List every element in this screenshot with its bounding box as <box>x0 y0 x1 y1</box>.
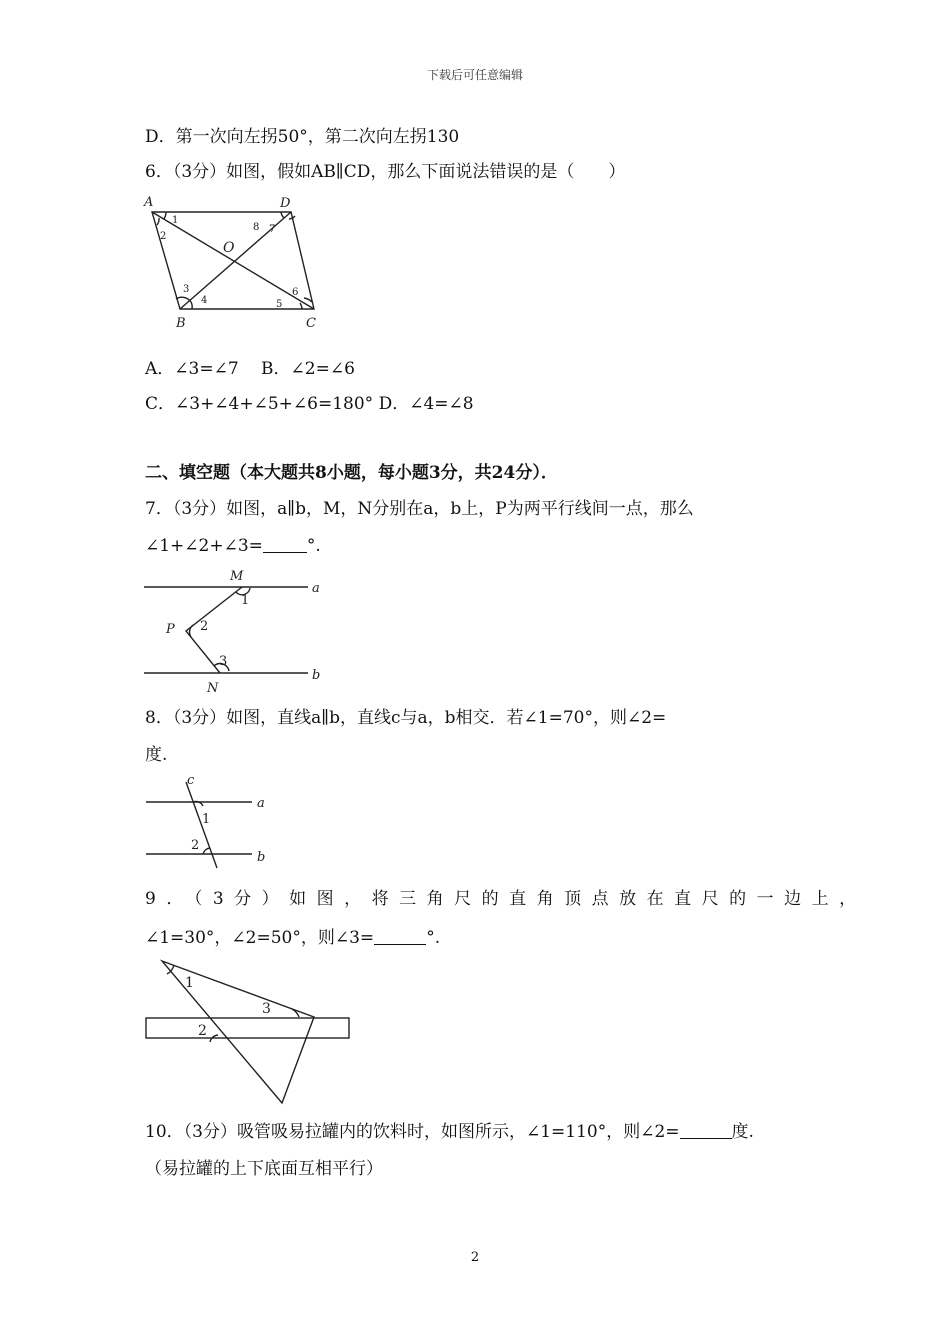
num-6: 6 <box>292 287 299 298</box>
question-7-line1: 7．（3分）如图，a∥b，M，N分别在a，b上，P为两平行线间一点，那么 <box>145 499 694 519</box>
num-3: 3 <box>183 284 190 295</box>
num-7: 7 <box>269 224 276 235</box>
num-5: 5 <box>276 299 283 310</box>
angle-arc-6 <box>304 298 312 302</box>
question-6-options-ab: A．∠3=∠7 B．∠2=∠6 <box>145 359 355 379</box>
angle-arc-1 <box>164 212 166 219</box>
question-9-line2 <box>145 927 440 949</box>
question-9-line1: 9．（3分）如图，将三角尺的直角顶点放在直尺的一边上， <box>145 889 867 909</box>
broken-line-mpn <box>186 587 242 673</box>
num-4: 4 <box>201 295 208 306</box>
num-3: 3 <box>219 654 228 669</box>
answer-blank-q9[interactable] <box>374 928 426 945</box>
question-7-unit: °. <box>306 536 321 556</box>
page-header: 下载后可任意编辑 <box>426 68 523 82</box>
section-heading-fill-blank: 二、填空题（本大题共8小题，每小题3分，共24分）． <box>145 463 558 483</box>
label-b: b <box>312 668 321 683</box>
question-10-line2: （易拉罐的上下底面互相平行） <box>145 1159 383 1179</box>
num-1: 1 <box>202 812 211 827</box>
question-8-line1: 8．（3分）如图，直线a∥b，直线c与a，b相交．若∠1=70°，则∠2= <box>145 708 667 728</box>
label-c: C <box>306 316 316 331</box>
question-9-expression: ∠1=30°，∠2=50°，则∠3= <box>145 928 375 948</box>
answer-blank-q10[interactable] <box>680 1122 732 1139</box>
num-1: 1 <box>172 215 179 226</box>
label-o: O <box>223 240 235 256</box>
angle-arc-8 <box>281 212 284 218</box>
angle-arc-2 <box>157 218 159 225</box>
label-a: a <box>257 796 265 811</box>
angle-arc-2 <box>190 625 193 637</box>
figure-q9-triangle-ruler <box>140 955 360 1110</box>
label-p: P <box>166 622 175 637</box>
ruler <box>146 1018 349 1038</box>
question-6-options-cd: C．∠3+∠4+∠5+∠6=180° D．∠4=∠8 <box>145 394 474 414</box>
num-1: 1 <box>185 975 194 991</box>
label-b: B <box>176 316 186 331</box>
num-2: 2 <box>200 619 209 634</box>
option-d-q5: D．第一次向左拐50°，第二次向左拐130 <box>145 127 460 147</box>
angle-arc-5 <box>300 303 302 309</box>
label-a: A <box>144 195 154 210</box>
question-9-unit: °. <box>426 928 441 948</box>
question-10-text: 10．（3分）吸管吸易拉罐内的饮料时，如图所示，∠1=110°，则∠2= <box>145 1122 680 1142</box>
figure-q8-transversal <box>140 770 280 870</box>
num-3: 3 <box>262 1001 271 1017</box>
question-10-unit: 度. <box>731 1122 754 1142</box>
num-1: 1 <box>241 593 250 608</box>
angle-arc-4 <box>191 302 192 309</box>
num-2: 2 <box>191 838 200 853</box>
answer-blank-q7[interactable] <box>263 536 307 553</box>
label-m: M <box>230 569 244 584</box>
num-2: 2 <box>198 1023 207 1039</box>
figure-q7-parallel-lines <box>140 564 330 696</box>
num-8: 8 <box>253 222 260 233</box>
question-6: 6．（3分）如图，假如AB∥CD，那么下面说法错误的是（ ） <box>145 162 626 182</box>
num-2: 2 <box>160 231 167 242</box>
label-n: N <box>207 681 219 696</box>
figure-q6-parallelogram <box>140 192 335 332</box>
question-7-line2 <box>145 535 321 557</box>
question-7-expression: ∠1+∠2+∠3= <box>145 536 263 556</box>
label-d: D <box>280 196 291 211</box>
label-b: b <box>257 850 266 865</box>
angle-arc-2 <box>203 848 210 854</box>
question-8-line2: 度. <box>145 745 168 765</box>
angle-arc-1 <box>167 965 174 974</box>
label-c: c <box>187 773 195 788</box>
label-a: a <box>312 581 320 596</box>
question-10-line1 <box>145 1121 754 1143</box>
page-number: 2 <box>470 1250 480 1265</box>
